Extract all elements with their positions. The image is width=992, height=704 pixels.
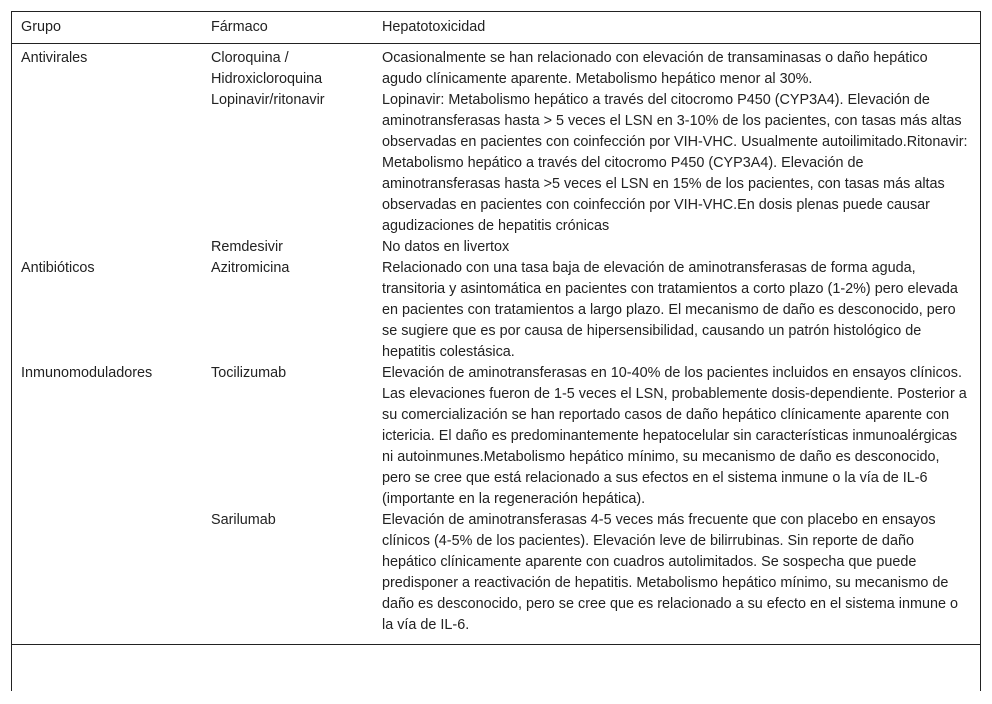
cell-drug: Tocilizumab: [211, 365, 287, 381]
cell-group: Antibióticos: [21, 260, 95, 276]
table-row: [11, 510, 980, 645]
table-row: [11, 363, 980, 510]
cell-group: [11, 510, 201, 645]
cell-group: [11, 90, 201, 237]
cell-hepatotoxicity: No datos en livertox: [382, 239, 510, 255]
hepatotoxicity-table-container: [11, 11, 980, 645]
table-header-row: [11, 12, 980, 44]
table-row: [11, 258, 980, 363]
header-group: Grupo: [21, 19, 61, 35]
cell-hepatotoxicity: Relacionado con una tasa baja de elevación de aminotransferasas de forma aguda, transitoria y asintomática en pacientes con tratamientos a corto plazo (1-2%) pero elevada en pacientes con tratamientos a largo plazo. El mecanismo de daño es desconocido, pero se sugiere que es por causa de hipersensibilidad, causando un patrón histológico de hepatitis colestásica.: [382, 260, 958, 360]
table-row: [11, 90, 980, 237]
cell-hepatotoxicity: Elevación de aminotransferasas 4-5 veces más frecuente que con placebo en ensayos clínicos (4-5% de los pacientes). Elevación leve de bilirrubinas. Sin reporte de daño hepático clínicamente aparente con cuadros autolimitados. Se sospecha que puede predisponer a reactivación de hepatitis. Metabolismo hepático mínimo, su mecanismo de daño es desconocido, pero se cree que es relacionado a su efecto en el sistema inmune o la vía de IL-6.: [382, 512, 958, 633]
cell-hepatotoxicity: Lopinavir: Metabolismo hepático a través del citocromo P450 (CYP3A4). Elevación de aminotransferasas hasta > 5 veces el LSN en 3-10% de los pacientes, con tasas más altas observadas en pacientes con coinfección por VIH-VHC. Usualmente autoilimitado.Ritonavir: Metabolismo hepático a través del citocromo P450 (CYP3A4). Elevación de aminotransferasas hasta >5 veces el LSN en 15% de los pacientes, con tasas más altas observadas en pacientes con coinfección por VIH-VHC.En dosis plenas puede causar agudizaciones de hepatitis crónicas: [382, 92, 968, 234]
header-hepatotoxicity: Hepatotoxicidad: [382, 19, 486, 35]
table-row: [11, 237, 980, 258]
cell-hepatotoxicity: Ocasionalmente se han relacionado con elevación de transaminasas o daño hepático agudo clínicamente aparente. Metabolismo hepático menor al 30%.: [382, 50, 928, 87]
header-drug: Fármaco: [211, 19, 268, 35]
cell-group: Inmunomoduladores: [21, 365, 153, 381]
hepatotoxicity-table: [11, 11, 980, 645]
cell-drug: Azitromicina: [211, 260, 290, 276]
cell-drug: Sarilumab: [211, 512, 276, 528]
cell-hepatotoxicity: Elevación de aminotransferasas en 10-40% de los pacientes incluidos en ensayos clínicos. Las elevaciones fueron de 1-5 veces el LSN, probablemente dosis-dependiente. Posterior a su comercialización se han reportado casos de daño hepático clínicamente aparente con ictericia. El daño es predominantemente hepatocelular sin características inmunoalérgicas ni autoinmunes.Metabolismo hepático mínimo, su mecanismo de daño es desconocido, pero se cree que está relacionado a sus efectos en el sistema inmune o la vía de IL-6 (importante en la regeneración hepática).: [382, 365, 967, 507]
cell-drug: Cloroquina / Hidroxicloroquina: [211, 50, 323, 87]
cell-group: Antivirales: [21, 50, 88, 66]
cell-group: [11, 237, 201, 258]
cell-drug: Remdesivir: [211, 239, 283, 255]
table-row: [11, 44, 980, 91]
cell-drug: Lopinavir/ritonavir: [211, 92, 325, 108]
